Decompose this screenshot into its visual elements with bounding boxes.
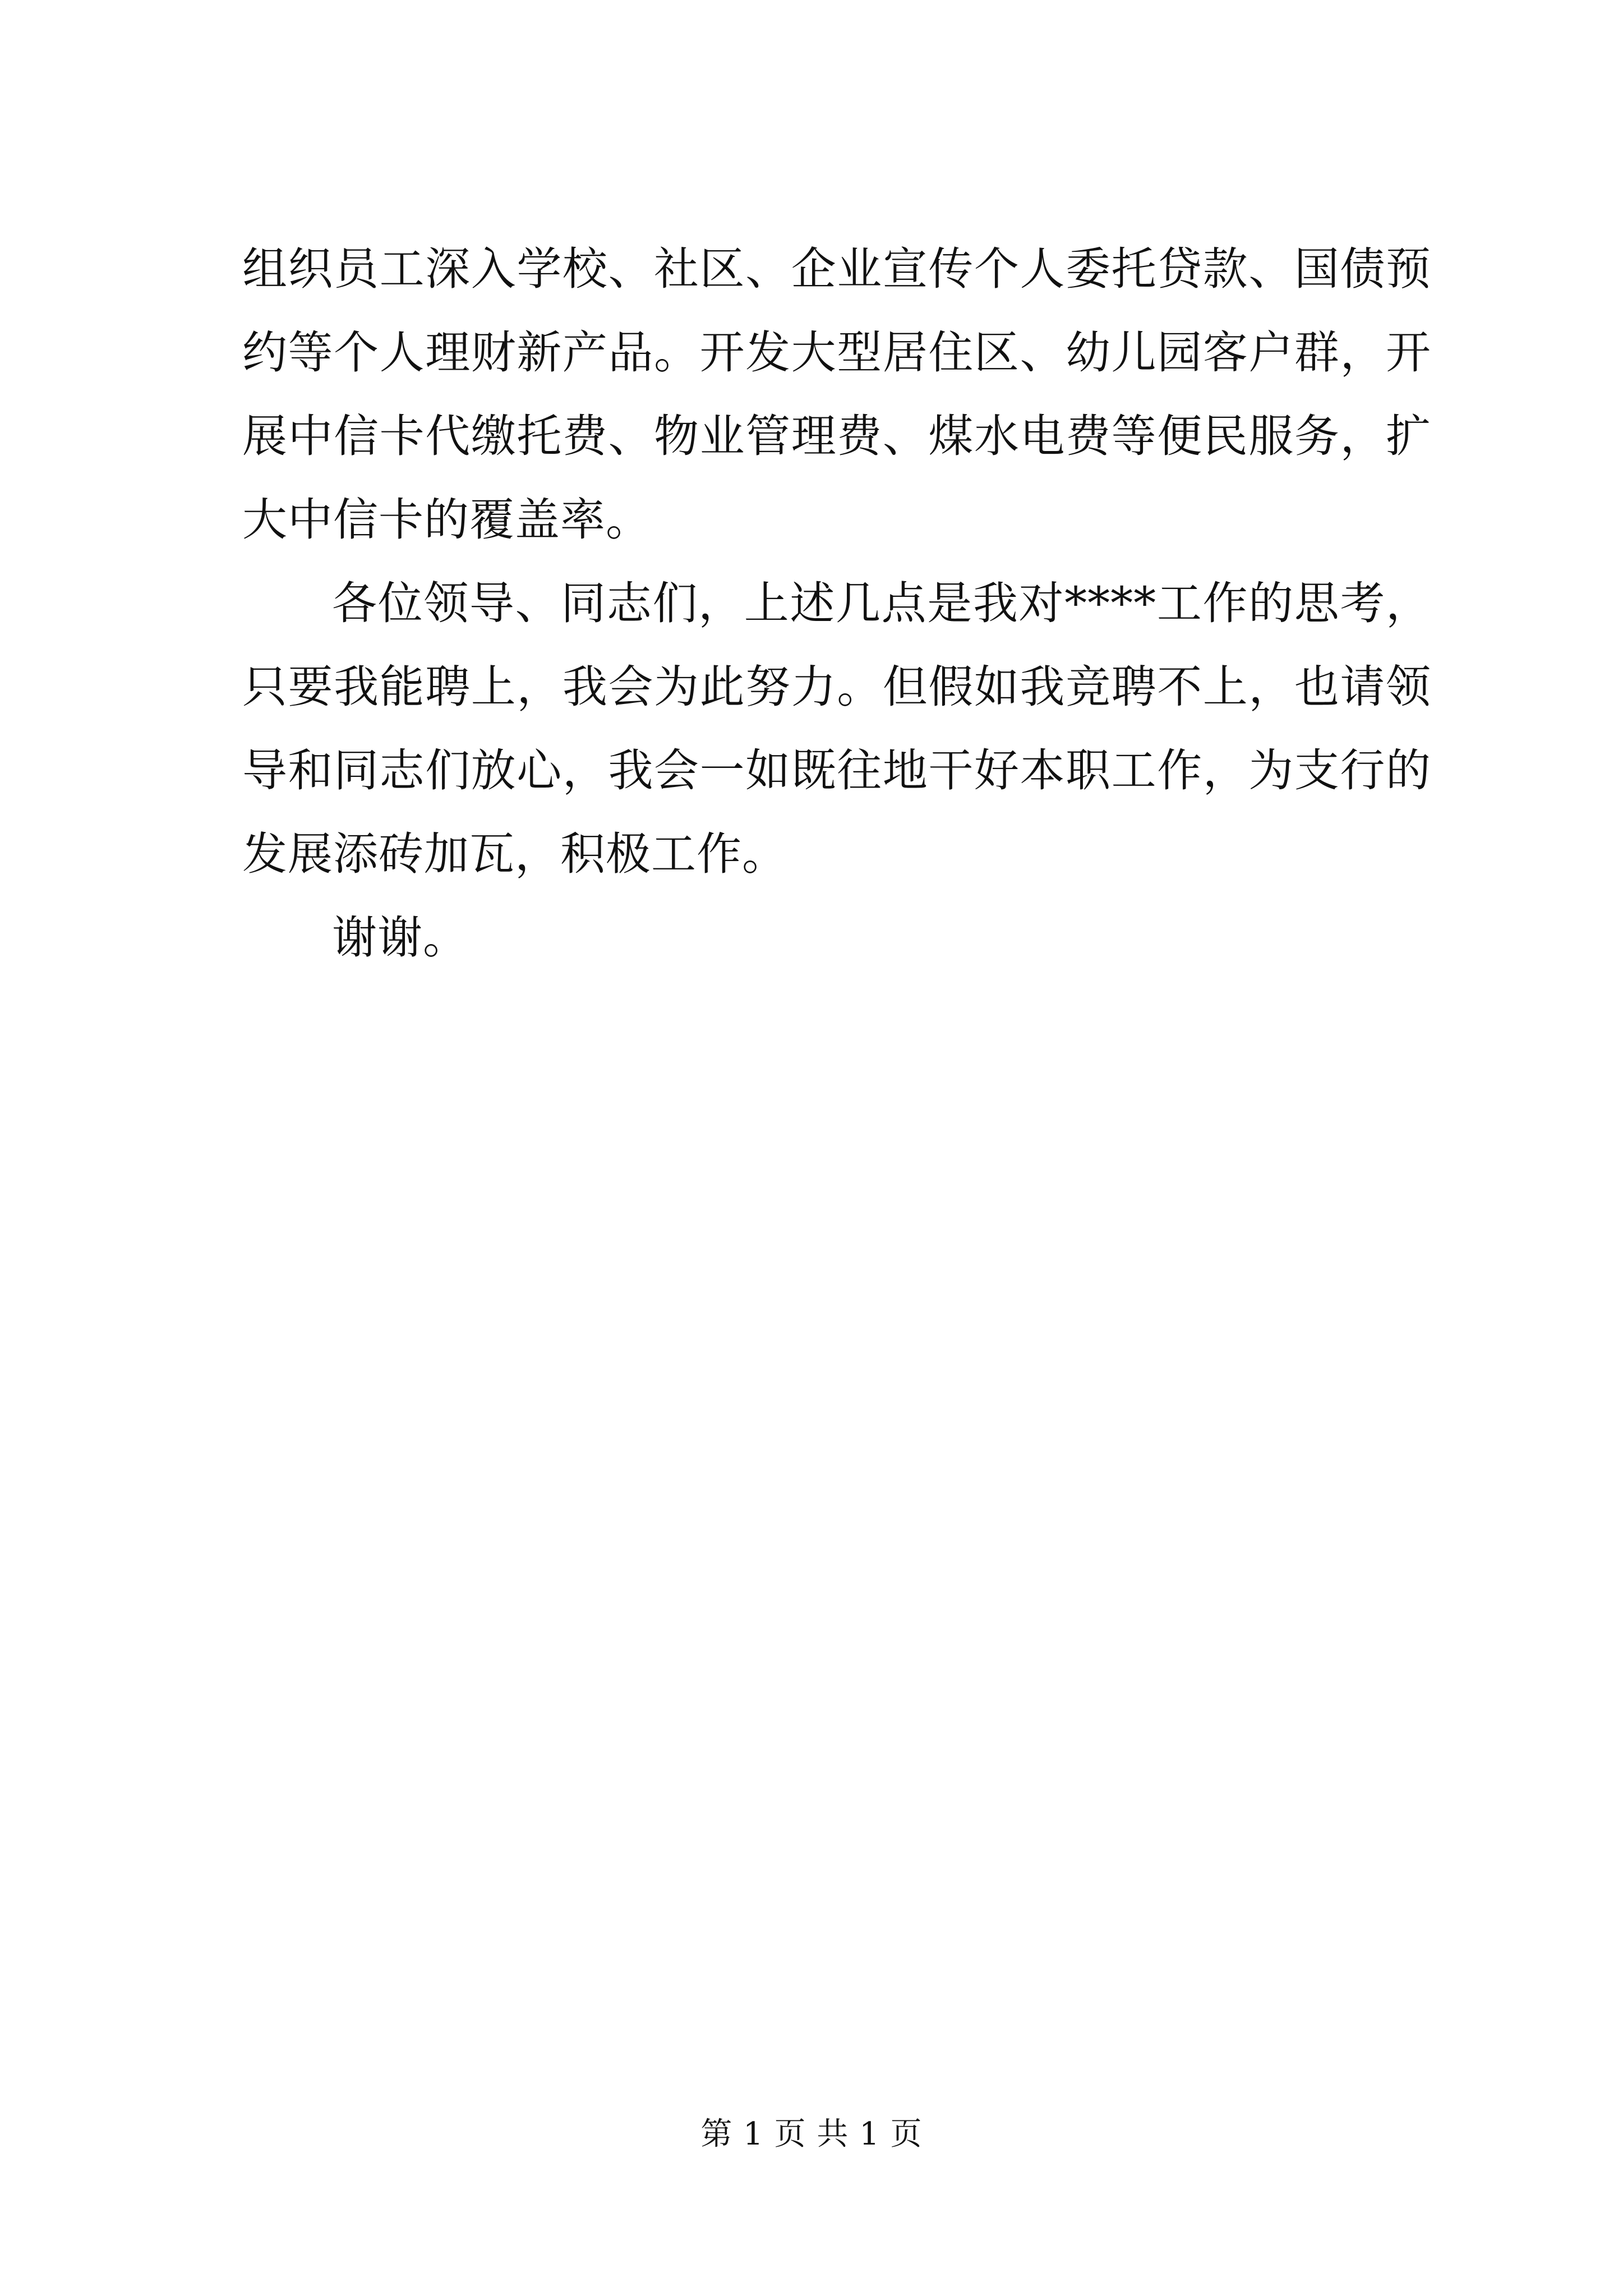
- page-number-label: 第 1 页 共 1 页: [700, 2116, 923, 2152]
- paragraph-closing-remarks: 各位领导、同志们，上述几点是我对****工作的思考，只要我能聘上，我会为此努力。但假如我竞聘不上，也请领导和同志们放心，我会一如既往地干好本职工作，为支行的发展添砖加瓦，积极工作。: [242, 577, 1431, 880]
- paragraph-continuation: 组织员工深入学校、社区、企业宣传个人委托贷款、国债预约等个人理财新产品。开发大型居住区、幼儿园客户群，开展中信卡代缴托费、物业管理费、煤水电费等便民服务，扩大中信卡的覆盖率。: [242, 243, 1431, 546]
- document-body: [242, 227, 1431, 979]
- paragraph-thanks: 谢谢。: [332, 912, 468, 964]
- page-footer: [0, 2112, 1623, 2157]
